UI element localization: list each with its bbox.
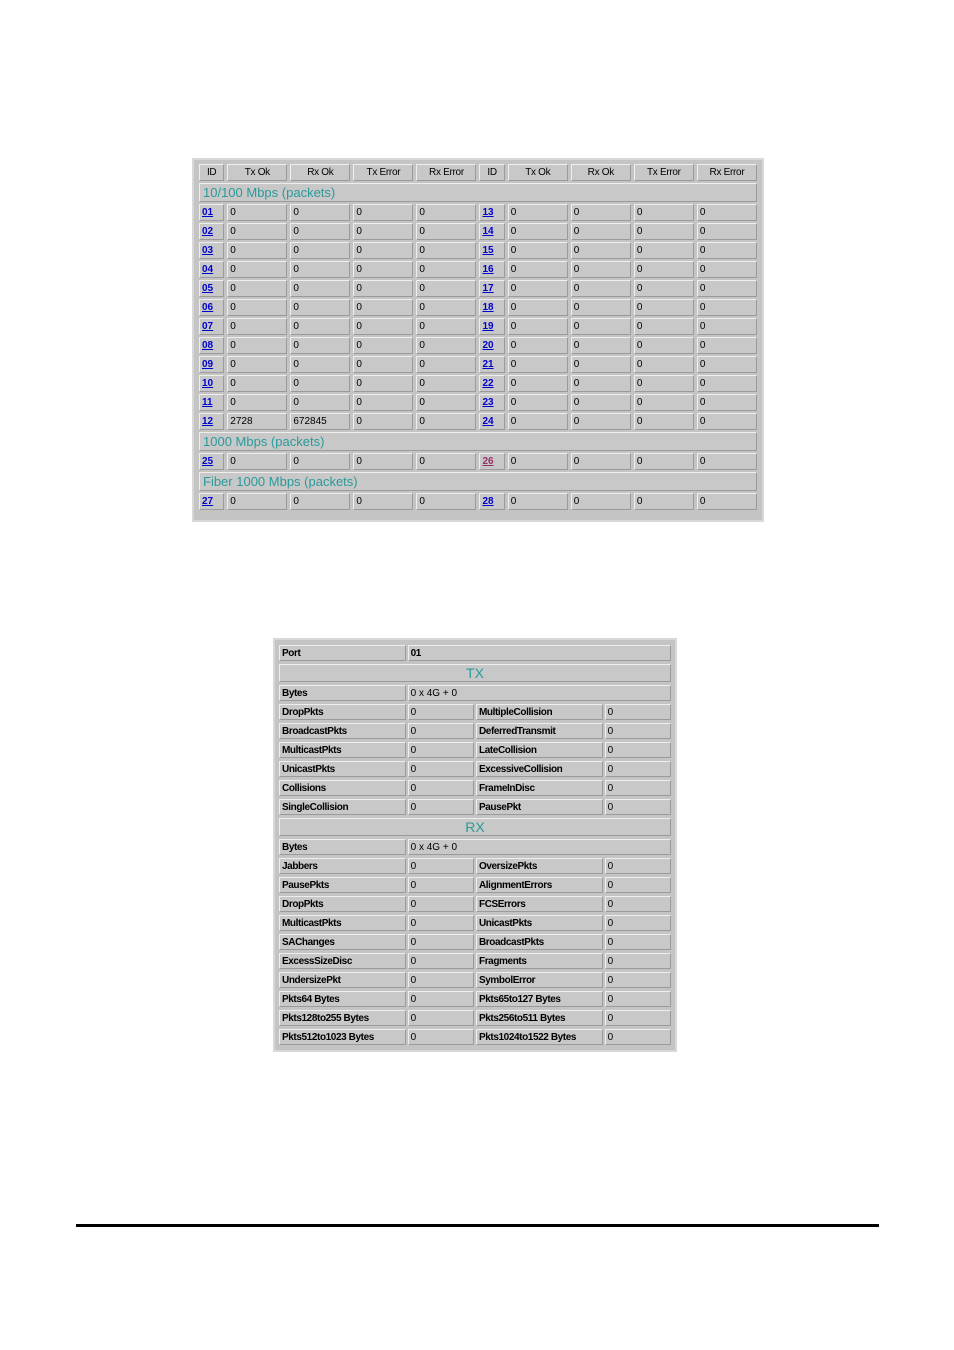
tx-ok-cell: 0: [227, 318, 287, 335]
counter-value: 0: [408, 799, 474, 815]
counter-label: OversizePkts: [476, 858, 603, 874]
port-link[interactable]: 08: [202, 340, 214, 351]
counter-value: 0: [605, 991, 671, 1007]
counter-label: SAChanges: [279, 934, 406, 950]
counter-value: 0: [605, 877, 671, 893]
tx-ok-cell: 0: [508, 223, 568, 240]
tx-ok-cell: 0: [508, 204, 568, 221]
rx-error-cell: 0: [416, 337, 476, 354]
counter-row: [279, 991, 671, 1007]
port-detail-panel: [273, 638, 677, 1052]
tx-error-cell: 0: [353, 318, 413, 335]
rx-ok-cell: 0: [571, 261, 631, 278]
header-rx-error-right: Rx Error: [697, 164, 757, 181]
rx-ok-cell: 0: [290, 242, 350, 259]
tx-ok-cell: 0: [227, 299, 287, 316]
port-link[interactable]: 06: [202, 302, 214, 313]
counter-value: 0: [408, 972, 474, 988]
tx-ok-cell: 0: [508, 261, 568, 278]
port-link[interactable]: 11: [202, 397, 213, 408]
rx-ok-cell: 0: [290, 223, 350, 240]
tx-ok-cell: 0: [227, 261, 287, 278]
rx-ok-cell: 0: [571, 223, 631, 240]
counter-row: [279, 742, 671, 758]
tx-error-cell: 0: [353, 493, 413, 510]
table-row: [199, 453, 757, 470]
counter-row: [279, 799, 671, 815]
tx-error-cell: 0: [634, 356, 694, 373]
port-link[interactable]: 05: [202, 283, 214, 294]
port-link[interactable]: 17: [482, 283, 494, 294]
rx-error-cell: 0: [697, 242, 757, 259]
rx-ok-cell: 0: [571, 242, 631, 259]
counter-label: BroadcastPkts: [476, 934, 603, 950]
rx-error-cell: 0: [697, 337, 757, 354]
rx-error-cell: 0: [416, 318, 476, 335]
counter-row: [279, 972, 671, 988]
bytes-label: Bytes: [279, 685, 406, 701]
tx-error-cell: 0: [353, 261, 413, 278]
tx-ok-cell: 0: [508, 453, 568, 470]
header-tx-error-right: Tx Error: [634, 164, 694, 181]
counter-label: Pkts1024to1522 Bytes: [476, 1029, 603, 1045]
port-id-cell: [479, 356, 504, 373]
port-id-cell: [199, 394, 224, 411]
table-row: [199, 242, 757, 259]
port-link[interactable]: 09: [202, 359, 214, 370]
table-row: [199, 493, 757, 510]
counter-row: [279, 877, 671, 893]
section-header-row: [199, 432, 757, 451]
counter-value: 0: [408, 742, 474, 758]
counter-value: 0: [408, 934, 474, 950]
tx-ok-cell: 0: [227, 453, 287, 470]
header-rx-ok-right: Rx Ok: [571, 164, 631, 181]
counter-row: [279, 723, 671, 739]
header-tx-ok-right: Tx Ok: [508, 164, 568, 181]
tx-error-cell: 0: [634, 204, 694, 221]
counter-value: 0: [408, 858, 474, 874]
rx-error-cell: 0: [416, 242, 476, 259]
rx-error-cell: 0: [697, 413, 757, 430]
tx-error-cell: 0: [353, 204, 413, 221]
tx-error-cell: 0: [353, 356, 413, 373]
section-title: 10/100 Mbps (packets): [199, 183, 757, 202]
port-link[interactable]: 12: [202, 416, 214, 427]
tx-error-cell: 0: [353, 413, 413, 430]
tx-ok-cell: 0: [227, 280, 287, 297]
table-row: [199, 204, 757, 221]
bytes-value: 0 x 4G + 0: [408, 685, 671, 701]
port-id-cell: [479, 413, 504, 430]
counter-label: AlignmentErrors: [476, 877, 603, 893]
port-id-cell: [479, 261, 504, 278]
header-tx-ok-left: Tx Ok: [227, 164, 287, 181]
table-row: [199, 261, 757, 278]
tx-error-cell: 0: [353, 375, 413, 392]
port-id-cell: [479, 337, 504, 354]
rx-error-cell: 0: [416, 261, 476, 278]
table-header-row: [199, 164, 757, 181]
counter-label: DeferredTransmit: [476, 723, 603, 739]
rx-ok-cell: 0: [571, 493, 631, 510]
rx-ok-cell: 0: [290, 318, 350, 335]
tx-section-title: TX: [279, 664, 671, 682]
rx-ok-cell: 0: [571, 453, 631, 470]
port-link[interactable]: 01: [202, 207, 214, 218]
counter-value: 0: [605, 761, 671, 777]
counter-value: 0: [605, 915, 671, 931]
rx-error-cell: 0: [416, 394, 476, 411]
counter-label: PausePkt: [476, 799, 603, 815]
section-header-row: [199, 472, 757, 491]
rx-error-cell: 0: [416, 223, 476, 240]
port-id-cell: [199, 261, 224, 278]
port-link[interactable]: 18: [482, 302, 494, 313]
counter-value: 0: [408, 1010, 474, 1026]
port-link[interactable]: 13: [482, 207, 494, 218]
tx-error-cell: 0: [353, 299, 413, 316]
tx-error-cell: 0: [634, 261, 694, 278]
counter-row: [279, 915, 671, 931]
counter-value: 0: [605, 1010, 671, 1026]
tx-error-cell: 0: [634, 394, 694, 411]
port-id-cell: [199, 453, 224, 470]
rx-error-cell: 0: [697, 453, 757, 470]
port-id-cell: [479, 223, 504, 240]
rx-bytes-row: [279, 839, 671, 855]
counter-value: 0: [605, 704, 671, 720]
rx-error-cell: 0: [697, 493, 757, 510]
port-id-cell: [199, 375, 224, 392]
tx-ok-cell: 2728: [227, 413, 287, 430]
counter-label: DropPkts: [279, 896, 406, 912]
counter-value: 0: [605, 780, 671, 796]
port-id-cell: [199, 299, 224, 316]
rx-error-cell: 0: [697, 356, 757, 373]
counter-value: 0: [408, 1029, 474, 1045]
tx-ok-cell: 0: [508, 280, 568, 297]
counter-label: Pkts64 Bytes: [279, 991, 406, 1007]
port-id-cell: [479, 299, 504, 316]
rx-ok-cell: 0: [571, 204, 631, 221]
counter-row: [279, 1029, 671, 1045]
counter-label: ExcessSizeDisc: [279, 953, 406, 969]
port-id-cell: [479, 280, 504, 297]
tx-error-cell: 0: [353, 242, 413, 259]
rx-ok-cell: 0: [290, 204, 350, 221]
tx-ok-cell: 0: [508, 413, 568, 430]
rx-error-cell: 0: [416, 299, 476, 316]
table-row: [199, 413, 757, 430]
rx-ok-cell: 0: [571, 337, 631, 354]
counter-label: MultipleCollision: [476, 704, 603, 720]
rx-ok-cell: 0: [290, 280, 350, 297]
counter-value: 0: [605, 858, 671, 874]
port-link[interactable]: 21: [482, 359, 494, 370]
bytes-label: Bytes: [279, 839, 406, 855]
rx-error-cell: 0: [416, 375, 476, 392]
port-id-cell: [479, 394, 504, 411]
rx-ok-cell: 0: [571, 356, 631, 373]
table-row: [199, 318, 757, 335]
rx-error-cell: 0: [697, 318, 757, 335]
counter-label: SymbolError: [476, 972, 603, 988]
rx-error-cell: 0: [697, 375, 757, 392]
tx-header-row: [279, 664, 671, 682]
section-header-row: [199, 183, 757, 202]
rx-ok-cell: 0: [290, 453, 350, 470]
port-id-cell: [199, 337, 224, 354]
port-link[interactable]: 16: [482, 264, 494, 275]
rx-error-cell: 0: [697, 223, 757, 240]
counter-value: 0: [408, 723, 474, 739]
counter-label: Fragments: [476, 953, 603, 969]
counter-label: Pkts65to127 Bytes: [476, 991, 603, 1007]
tx-error-cell: 0: [634, 318, 694, 335]
rx-ok-cell: 0: [290, 493, 350, 510]
port-link[interactable]: 24: [482, 416, 494, 427]
header-id-left: ID: [199, 164, 224, 181]
port-id-cell: [199, 356, 224, 373]
rx-ok-cell: 0: [571, 299, 631, 316]
rx-error-cell: 0: [697, 204, 757, 221]
tx-ok-cell: 0: [227, 375, 287, 392]
rx-ok-cell: 0: [571, 318, 631, 335]
header-rx-error-left: Rx Error: [416, 164, 476, 181]
port-link[interactable]: 19: [482, 321, 494, 332]
counter-label: UndersizePkt: [279, 972, 406, 988]
port-id-cell: [479, 318, 504, 335]
port-id-cell: [479, 242, 504, 259]
counter-value: 0: [408, 953, 474, 969]
rx-error-cell: 0: [416, 413, 476, 430]
rx-error-cell: 0: [697, 261, 757, 278]
counter-row: [279, 704, 671, 720]
port-link[interactable]: 23: [482, 397, 494, 408]
tx-ok-cell: 0: [227, 242, 287, 259]
port-id-cell: [199, 223, 224, 240]
counter-label: PausePkts: [279, 877, 406, 893]
table-row: [199, 375, 757, 392]
tx-ok-cell: 0: [227, 223, 287, 240]
tx-error-cell: 0: [353, 453, 413, 470]
tx-error-cell: 0: [634, 375, 694, 392]
tx-ok-cell: 0: [508, 493, 568, 510]
tx-ok-cell: 0: [227, 337, 287, 354]
tx-error-cell: 0: [634, 299, 694, 316]
rx-ok-cell: 0: [290, 337, 350, 354]
counter-value: 0: [408, 896, 474, 912]
counter-value: 0: [408, 780, 474, 796]
port-link[interactable]: 28: [482, 496, 494, 507]
counter-value: 0: [408, 915, 474, 931]
tx-bytes-row: [279, 685, 671, 701]
tx-error-cell: 0: [634, 242, 694, 259]
footer-divider: [76, 1224, 879, 1227]
counter-value: 0: [408, 704, 474, 720]
counter-label: Collisions: [279, 780, 406, 796]
tx-ok-cell: 0: [508, 394, 568, 411]
port-link[interactable]: 07: [202, 321, 214, 332]
rx-error-cell: 0: [416, 204, 476, 221]
table-row: [199, 223, 757, 240]
tx-error-cell: 0: [353, 394, 413, 411]
section-title: Fiber 1000 Mbps (packets): [199, 472, 757, 491]
tx-error-cell: 0: [634, 493, 694, 510]
counter-row: [279, 896, 671, 912]
rx-ok-cell: 672845: [290, 413, 350, 430]
port-link[interactable]: 10: [202, 378, 214, 389]
rx-ok-cell: 0: [290, 375, 350, 392]
tx-ok-cell: 0: [508, 299, 568, 316]
tx-ok-cell: 0: [227, 394, 287, 411]
tx-ok-cell: 0: [227, 204, 287, 221]
rx-error-cell: 0: [416, 356, 476, 373]
counter-value: 0: [408, 991, 474, 1007]
rx-ok-cell: 0: [571, 375, 631, 392]
tx-ok-cell: 0: [227, 493, 287, 510]
counter-value: 0: [408, 761, 474, 777]
rx-error-cell: 0: [416, 280, 476, 297]
counter-label: DropPkts: [279, 704, 406, 720]
port-statistics-panel: [192, 158, 764, 522]
counter-value: 0: [605, 953, 671, 969]
counter-value: 0: [408, 877, 474, 893]
counter-label: FrameInDisc: [476, 780, 603, 796]
section-title: 1000 Mbps (packets): [199, 432, 757, 451]
rx-ok-cell: 0: [571, 413, 631, 430]
rx-ok-cell: 0: [290, 261, 350, 278]
counter-label: MulticastPkts: [279, 915, 406, 931]
table-row: [199, 337, 757, 354]
rx-error-cell: 0: [416, 493, 476, 510]
rx-ok-cell: 0: [290, 356, 350, 373]
port-link[interactable]: 26: [482, 456, 494, 467]
port-link[interactable]: 20: [482, 340, 494, 351]
counter-label: ExcessiveCollision: [476, 761, 603, 777]
counter-value: 0: [605, 799, 671, 815]
counter-value: 0: [605, 972, 671, 988]
port-id-cell: [199, 493, 224, 510]
rx-ok-cell: 0: [571, 280, 631, 297]
header-rx-ok-left: Rx Ok: [290, 164, 350, 181]
tx-error-cell: 0: [634, 413, 694, 430]
tx-error-cell: 0: [634, 280, 694, 297]
port-statistics-table: [196, 162, 760, 512]
port-id-cell: [479, 453, 504, 470]
port-link[interactable]: 04: [202, 264, 214, 275]
counter-row: [279, 934, 671, 950]
rx-error-cell: 0: [697, 394, 757, 411]
rx-error-cell: 0: [416, 453, 476, 470]
counter-label: Pkts512to1023 Bytes: [279, 1029, 406, 1045]
port-label: Port: [279, 645, 406, 661]
port-link[interactable]: 27: [202, 496, 214, 507]
tx-error-cell: 0: [634, 223, 694, 240]
table-row: [199, 280, 757, 297]
port-id-cell: [199, 318, 224, 335]
counter-label: LateCollision: [476, 742, 603, 758]
counter-value: 0: [605, 723, 671, 739]
rx-ok-cell: 0: [571, 394, 631, 411]
table-row: [199, 356, 757, 373]
counter-value: 0: [605, 1029, 671, 1045]
tx-error-cell: 0: [353, 223, 413, 240]
counter-row: [279, 761, 671, 777]
port-link[interactable]: 25: [202, 456, 214, 467]
port-detail-table: [277, 642, 673, 1048]
rx-header-row: [279, 818, 671, 836]
bytes-value: 0 x 4G + 0: [408, 839, 671, 855]
counter-label: MulticastPkts: [279, 742, 406, 758]
port-id-cell: [479, 493, 504, 510]
port-id-cell: [199, 413, 224, 430]
header-tx-error-left: Tx Error: [353, 164, 413, 181]
tx-ok-cell: 0: [508, 242, 568, 259]
port-id-cell: [199, 204, 224, 221]
port-link[interactable]: 02: [202, 226, 214, 237]
port-id-cell: [199, 280, 224, 297]
header-id-right: ID: [479, 164, 504, 181]
counter-label: UnicastPkts: [279, 761, 406, 777]
rx-error-cell: 0: [697, 280, 757, 297]
tx-error-cell: 0: [634, 453, 694, 470]
counter-value: 0: [605, 742, 671, 758]
tx-ok-cell: 0: [508, 356, 568, 373]
port-id-cell: [199, 242, 224, 259]
rx-ok-cell: 0: [290, 394, 350, 411]
tx-ok-cell: 0: [508, 337, 568, 354]
port-link[interactable]: 22: [482, 378, 494, 389]
tx-ok-cell: 0: [227, 356, 287, 373]
port-link[interactable]: 15: [482, 245, 494, 256]
port-id-cell: [479, 204, 504, 221]
tx-ok-cell: 0: [508, 318, 568, 335]
counter-label: BroadcastPkts: [279, 723, 406, 739]
tx-error-cell: 0: [634, 337, 694, 354]
counter-row: [279, 1010, 671, 1026]
counter-row: [279, 953, 671, 969]
counter-row: [279, 858, 671, 874]
counter-label: UnicastPkts: [476, 915, 603, 931]
tx-error-cell: 0: [353, 337, 413, 354]
counter-label: Jabbers: [279, 858, 406, 874]
counter-label: Pkts256to511 Bytes: [476, 1010, 603, 1026]
rx-error-cell: 0: [697, 299, 757, 316]
rx-section-title: RX: [279, 818, 671, 836]
counter-label: FCSErrors: [476, 896, 603, 912]
port-id-cell: [479, 375, 504, 392]
port-row: [279, 645, 671, 661]
port-link[interactable]: 14: [482, 226, 494, 237]
table-row: [199, 394, 757, 411]
tx-ok-cell: 0: [508, 375, 568, 392]
counter-label: Pkts128to255 Bytes: [279, 1010, 406, 1026]
counter-value: 0: [605, 934, 671, 950]
port-link[interactable]: 03: [202, 245, 214, 256]
port-value: 01: [408, 645, 671, 661]
tx-error-cell: 0: [353, 280, 413, 297]
table-row: [199, 299, 757, 316]
counter-row: [279, 780, 671, 796]
rx-ok-cell: 0: [290, 299, 350, 316]
counter-label: SingleCollision: [279, 799, 406, 815]
counter-value: 0: [605, 896, 671, 912]
